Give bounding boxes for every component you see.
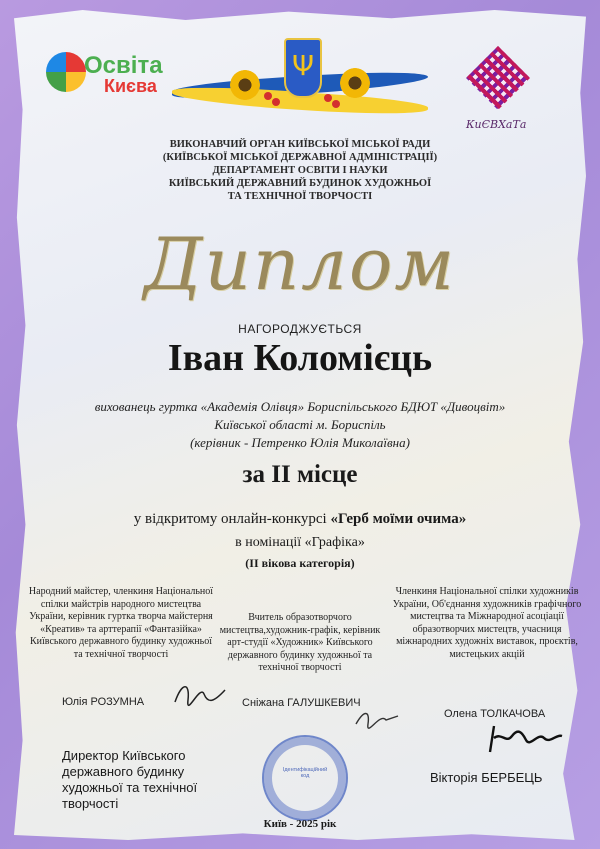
awarded-label: НАГОРОДЖУЄТЬСЯ xyxy=(238,322,362,336)
diploma-title: Диплом xyxy=(143,222,457,306)
sunflower-icon xyxy=(230,70,260,100)
stamp-text: Ідентифікаційний код xyxy=(282,767,328,779)
logo-text-bottom: Києва xyxy=(104,76,157,96)
org-line: ТА ТЕХНІЧНОЇ ТВОРЧОСТІ xyxy=(227,191,373,202)
organization-header xyxy=(120,138,480,203)
signature-3-icon xyxy=(486,722,566,756)
signer-3-title: Членкиня Національної спілки художників України, Об'єднання художників графічного мистецтва та Міжнародної асоціації образотворчих мистецтв, учасниця міжнародних художніх виставок, проєктів, мистецьких акцій xyxy=(392,586,582,660)
coat-of-arms-icon: Ψ xyxy=(284,38,322,98)
flag-banner xyxy=(172,34,428,124)
viburnum-berry-icon xyxy=(272,98,280,106)
org-line: (КИЇВСЬКОЇ МІСЬКОЇ ДЕРЖАВНОЇ АДМІНІСТРАЦІЇ) xyxy=(162,152,438,163)
signer-1-name: Юлія РОЗУМНА xyxy=(62,696,145,708)
org-line: ВИКОНАВЧИЙ ОРГАН КИЇВСЬКОЇ МІСЬКОЇ РАДИ xyxy=(169,139,431,150)
signature-1-icon xyxy=(170,680,230,710)
osvita-kyieva-logo xyxy=(40,46,163,106)
age-category: (ІІ вікова категорія) xyxy=(245,556,355,570)
viburnum-berry-icon xyxy=(324,94,332,102)
signature-2-icon xyxy=(352,706,402,732)
award-place: за ІІ місце xyxy=(242,461,358,488)
description-line: (керівник - Петренко Юлія Миколаївна) xyxy=(190,435,410,450)
sunflower-icon xyxy=(340,68,370,98)
recipient-name: Іван Коломієць xyxy=(167,337,433,379)
org-line: КИЇВСЬКИЙ ДЕРЖАВНИЙ БУДИНОК ХУДОЖНЬОЇ xyxy=(168,178,432,189)
viburnum-berry-icon xyxy=(332,100,340,108)
signer-2-title: Вчитель образотворчого мистецтва,художник-графік, керівник арт-студії «Художник» Київського державного будинку художньої та технічної творчості xyxy=(219,612,381,673)
signer-2-name: Сніжана ГАЛУШКЕВИЧ xyxy=(242,697,361,709)
org-line: ДЕПАРТАМЕНТ ОСВІТИ І НАУКИ xyxy=(212,165,388,176)
official-stamp xyxy=(262,735,348,821)
signer-3-name: Олена ТОЛКАЧОВА xyxy=(444,708,546,720)
director-title: Директор Київського державного будинку художньої та технічної творчості xyxy=(62,748,198,811)
logo-text-top: Освіта xyxy=(84,52,163,79)
viburnum-berry-icon xyxy=(264,92,272,100)
director-name: Вікторія БЕРБЕЦЬ xyxy=(430,770,543,785)
contest-line xyxy=(70,511,530,528)
description-line: Київської області м. Бориспіль xyxy=(214,417,386,432)
signer-1-title: Народний майстер, членкиня Національної спілки майстрів народного мистецтва України, керівник гуртка творча майстерня «Креатив» та арттерапії «Фантазійка» Київського державного будинку художньої та технічної творчості xyxy=(28,586,214,660)
city-year: Київ - 2025 рік xyxy=(263,818,337,830)
logo-circle-icon xyxy=(46,52,86,92)
nomination: в номінації «Графіка» xyxy=(235,535,365,550)
recipient-description xyxy=(40,398,560,452)
contest-name: «Герб моїми очима» xyxy=(330,511,467,527)
contest-prefix: у відкритому онлайн-конкурсі xyxy=(133,511,331,527)
description-line: вихованець гуртка «Академія Олівця» Бориспільського БДЮТ «Дивоцвіт» xyxy=(94,399,506,414)
embroidery-logo-text: КиЄВХаТа xyxy=(466,118,527,131)
